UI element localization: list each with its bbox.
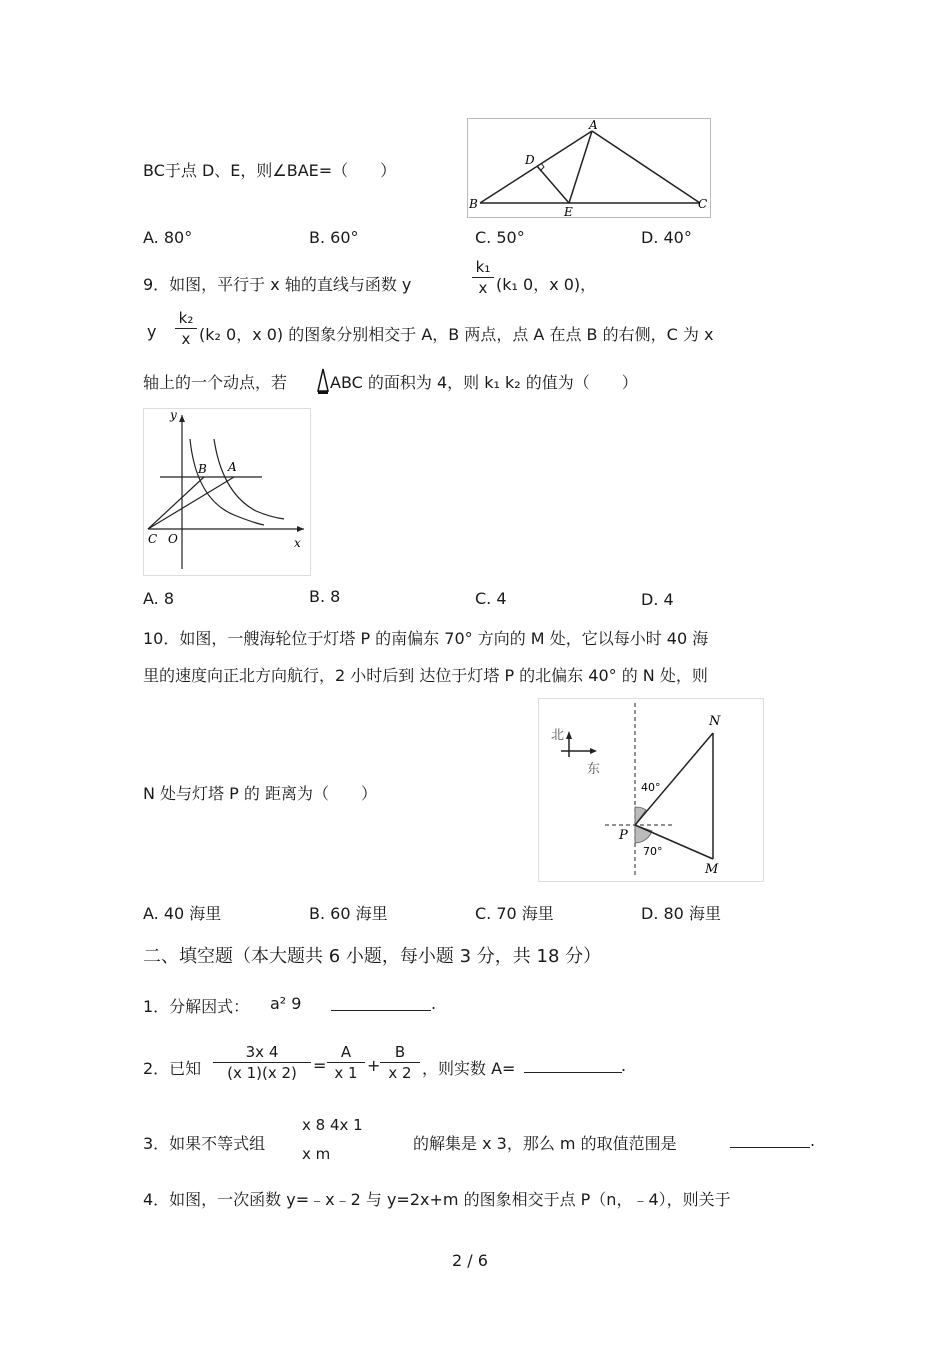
- f1-expr: a² 9: [270, 994, 302, 1013]
- q10-line1: 10．如图，一艘海轮位于灯塔 P 的南偏东 70° 方向的 M 处，它以每小时 40 海: [143, 629, 709, 648]
- f2-a-frac: [327, 1043, 365, 1082]
- q9-line1-a: 9．如图，平行于 x 轴的直线与函数 y: [143, 275, 412, 294]
- label-angle-40: 40°: [641, 781, 661, 794]
- q9-option-b: B. 8: [309, 587, 341, 606]
- navigation-diagram: [539, 699, 763, 881]
- q9-frac1: [472, 258, 494, 297]
- q9-line3-b: ABC 的面积为 4，则 k₁ k₂ 的值为（ ）: [330, 373, 638, 392]
- f2-main-frac: [213, 1043, 311, 1082]
- f3-text: 3．如果不等式组: [143, 1134, 266, 1153]
- f1-text: 1．分解因式：: [143, 997, 250, 1016]
- q9-option-c: C. 4: [475, 589, 507, 608]
- f2-a-num: A: [340, 1043, 352, 1061]
- q9-frac1-den: x: [478, 279, 488, 297]
- f4-text: 4．如图，一次函数 y=﹣x﹣2 与 y=2x+m 的图象相交于点 P（n，﹣4），则关于: [143, 1190, 731, 1209]
- section-heading: 二、填空题（本大题共 6 小题，每小题 3 分，共 18 分）: [143, 946, 602, 967]
- f2-tail: ，则实数 A=: [422, 1059, 516, 1078]
- q10-option-b: B. 60 海里: [309, 904, 388, 923]
- q9-frac2-num: k₂: [178, 309, 194, 327]
- f2-blank: [524, 1058, 622, 1077]
- label-x: x: [294, 536, 301, 550]
- label-A: A: [228, 460, 237, 474]
- label-y: y: [170, 409, 177, 422]
- f3-system-row2: x m: [302, 1145, 331, 1163]
- label-B: B: [469, 197, 478, 211]
- label-north: 北: [551, 728, 565, 743]
- f2-text: 2．已知: [143, 1059, 202, 1078]
- label-D: D: [525, 153, 535, 167]
- q9-frac2-den: x: [181, 330, 191, 348]
- f2-a-den: x 1: [334, 1064, 358, 1082]
- q10-line3: N 处与灯塔 P 的 距离为（ ）: [143, 784, 377, 803]
- q9-option-a: A. 8: [143, 589, 175, 608]
- f2-frac-den: (x 1)(x 2): [227, 1064, 297, 1082]
- label-M: M: [705, 862, 719, 877]
- f2-b-frac: [380, 1043, 420, 1082]
- q8-figure: [467, 118, 711, 218]
- q10-option-c: C. 70 海里: [475, 904, 554, 923]
- label-N: N: [709, 714, 721, 729]
- label-O: O: [168, 532, 178, 546]
- q10-figure: [538, 698, 764, 882]
- label-C: C: [148, 532, 158, 546]
- f2-plus: +: [367, 1056, 381, 1075]
- f3-blank: [730, 1133, 810, 1152]
- label-E: E: [564, 205, 573, 217]
- label-east: 东: [587, 762, 601, 777]
- triangle-diagram: [468, 119, 710, 217]
- f1-blank: [331, 996, 431, 1015]
- page-number: 2 / 6: [452, 1251, 488, 1270]
- q10-option-a: A. 40 海里: [143, 904, 222, 923]
- q10-option-d: D. 80 海里: [641, 904, 721, 923]
- label-C: C: [698, 197, 708, 211]
- q9-line2-b: (k₂ 0，x 0) 的图象分别相交于 A，B 两点，点 A 在点 B 的右侧，C 为 x: [199, 325, 714, 344]
- triangle-symbol-icon: [317, 367, 329, 399]
- label-P: P: [619, 828, 628, 843]
- q9-figure: [143, 408, 311, 576]
- q8-option-c: C. 50°: [475, 228, 525, 247]
- q10-line2: 里的速度向正北方向航行，2 小时后到 达位于灯塔 P 的北偏东 40° 的 N 处，则: [143, 666, 708, 685]
- label-angle-70: 70°: [643, 845, 663, 858]
- q8-option-a: A. 80°: [143, 228, 193, 247]
- f1-end: .: [431, 994, 437, 1013]
- f2-eq: =: [313, 1056, 327, 1075]
- f2-b-den: x 2: [388, 1064, 412, 1082]
- q9-frac1-num: k₁: [475, 258, 491, 276]
- q8-text: BC于点 D、E，则∠BAE=（ ）: [143, 161, 397, 180]
- label-B: B: [198, 462, 207, 476]
- q9-line2-a: y: [147, 322, 157, 341]
- f3-tail: 的解集是 x 3，那么 m 的取值范围是: [413, 1134, 677, 1153]
- q8-option-b: B. 60°: [309, 228, 359, 247]
- f2-end: .: [621, 1056, 627, 1075]
- q9-line1-b: (k₁ 0，x 0)，: [496, 275, 597, 294]
- q9-frac2: [175, 309, 197, 348]
- f2-frac-num: 3x 4: [245, 1043, 279, 1061]
- q9-line3-a: 轴上的一个动点，若: [143, 373, 288, 392]
- f2-b-num: B: [394, 1043, 406, 1061]
- f3-end: .: [810, 1131, 816, 1150]
- label-A: A: [589, 119, 598, 132]
- hyperbola-graph: [144, 409, 310, 575]
- f3-system-row1: x 8 4x 1: [302, 1116, 363, 1134]
- q9-option-d: D. 4: [641, 590, 674, 609]
- q8-option-d: D. 40°: [641, 228, 692, 247]
